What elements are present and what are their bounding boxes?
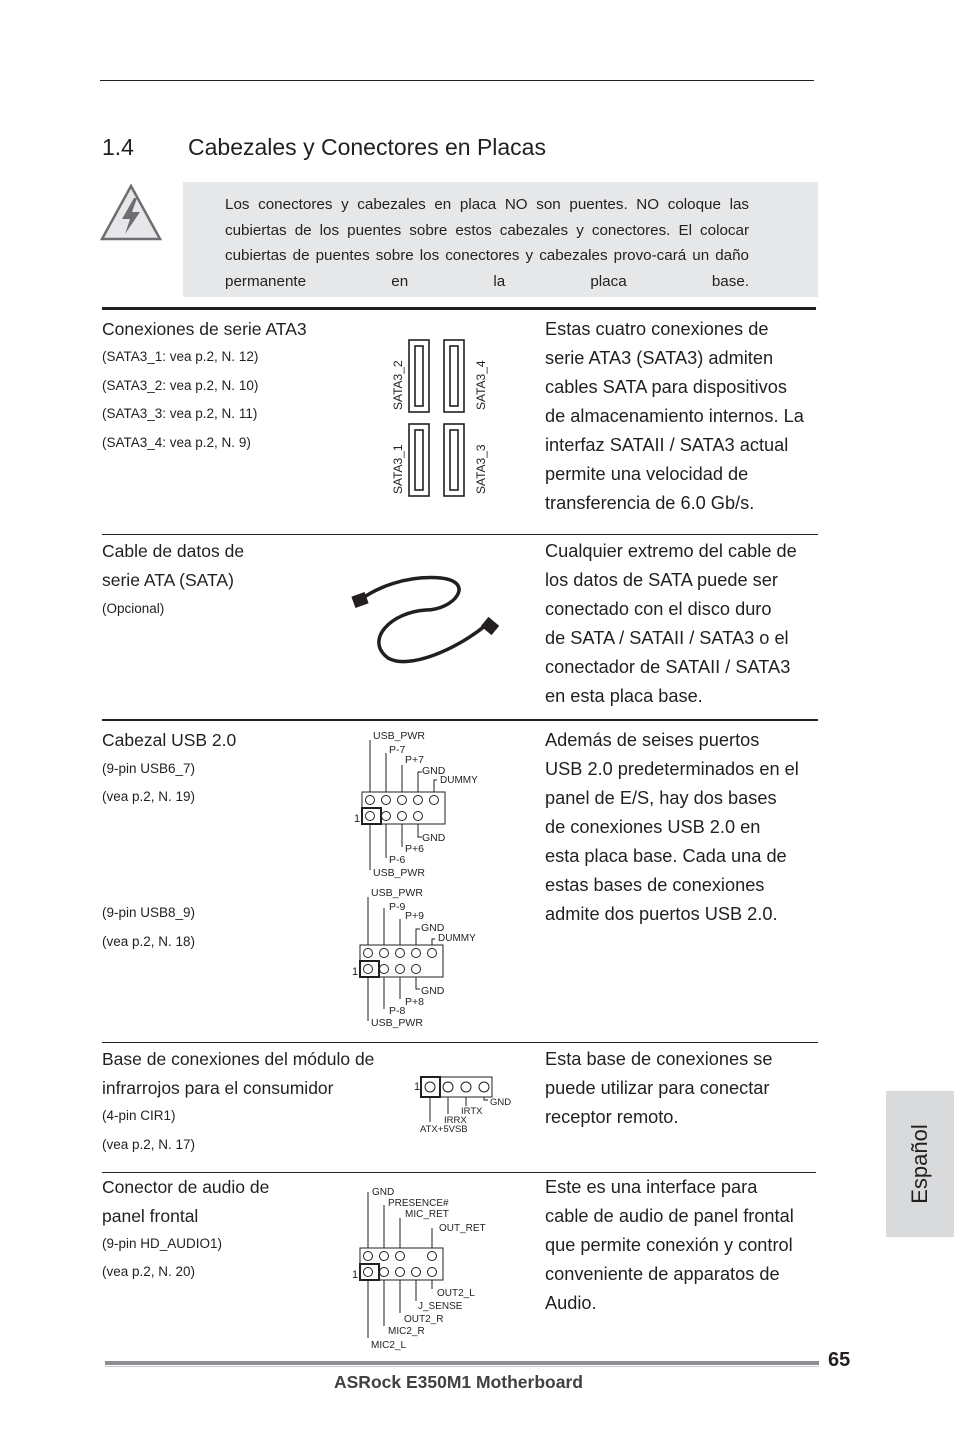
- usb-header-diagram-2: [348, 884, 498, 1034]
- sata3-description: Estas cuatro conexiones de serie ATA3 (SATA3) admiten cables SATA para dispositivos de almacenamiento internos. La interfaz SATAII / SATA3 actual permite una velocidad de transferencia de 6.0 Gb/s.: [545, 319, 804, 513]
- pin-mic2-l: MIC2_L: [371, 1340, 407, 1351]
- sata3-label-1: SATA3_1: [391, 444, 405, 494]
- footer-title: ASRock E350M1 Motherboard: [334, 1372, 583, 1392]
- usb-ref-2b: (vea p.2, N. 18): [102, 934, 196, 949]
- cir-header-diagram: [410, 1072, 520, 1138]
- pin-p-plus-2: P+6: [405, 843, 424, 855]
- section-title: Cabezales y Conectores en Placas: [188, 134, 546, 160]
- footer-rule-shadow: [105, 1366, 819, 1367]
- pin-gnd: GND: [372, 1187, 395, 1198]
- audio-ref-1: (9-pin HD_AUDIO1): [102, 1236, 223, 1251]
- pin-p-plus-2: P+8: [405, 996, 424, 1008]
- sata3-ref-1: (SATA3_1: vea p.2, N. 12): [102, 349, 259, 364]
- pin-1-marker: 1: [414, 1081, 421, 1093]
- usb-header-diagram-1: [350, 727, 500, 882]
- footer-rule: [105, 1361, 819, 1365]
- pin-presence: PRESENCE#: [388, 1198, 449, 1209]
- divider: [102, 1042, 818, 1043]
- usb-title: Cabezal USB 2.0: [102, 730, 237, 750]
- pin-gnd: GND: [490, 1097, 512, 1108]
- usb-description: Además de seises puertos USB 2.0 predeterminados en el panel de E/S, hay dos bases de conexiones USB 2.0 en esta placa base. Cada una de estas bases de conexiones admite dos puertos USB 2.0.: [545, 730, 799, 924]
- pin-dummy: DUMMY: [440, 775, 478, 786]
- pin-gnd-2: GND: [421, 985, 445, 997]
- pin-p-minus: P-7: [389, 744, 406, 756]
- cir-ref-2: (vea p.2, N. 17): [102, 1137, 196, 1152]
- top-rule: [100, 80, 814, 81]
- sata3-ref-4: (SATA3_4: vea p.2, N. 9): [102, 435, 251, 450]
- cir-title: Base de conexiones del módulo de infrarrojos para el consumidor: [102, 1049, 375, 1098]
- pin-gnd: GND: [421, 922, 445, 934]
- audio-header-diagram: [348, 1183, 498, 1353]
- usb-ref-2a: (9-pin USB8_9): [102, 905, 196, 920]
- pin-out2-r: OUT2_R: [404, 1314, 444, 1325]
- sata-cable-title: Cable de datos de serie ATA (SATA): [102, 541, 245, 590]
- audio-ref-2: (vea p.2, N. 20): [102, 1264, 196, 1279]
- pin-gnd-2: GND: [422, 832, 446, 844]
- sata-cable-image: [346, 570, 511, 670]
- audio-title: Conector de audio de panel frontal: [102, 1177, 270, 1226]
- pin-p-minus-2: P-6: [389, 854, 406, 866]
- sata-cable-description: Cualquier extremo del cable de los datos de SATA puede ser conectado con el disco duro de SATA / SATAII / SATA3 o el conectador de SATAII / SATA3 en esta placa base.: [545, 541, 797, 706]
- cir-description: Esta base de conexiones se puede utilizar para conectar receptor remoto.: [545, 1049, 773, 1127]
- pin-usb-pwr-2: USB_PWR: [373, 867, 425, 879]
- pin-out2-l: OUT2_L: [437, 1288, 475, 1299]
- pin-irrx: IRRX: [444, 1115, 467, 1126]
- pin-p-minus: P-9: [389, 901, 406, 913]
- usb-ref-1b: (vea p.2, N. 19): [102, 789, 196, 804]
- sata-cable-note: (Opcional): [102, 601, 165, 616]
- page-number: 65: [828, 1349, 851, 1371]
- pin-1-marker: 1: [354, 813, 361, 825]
- warning-text: Los conectores y cabezales en placa NO son puentes. NO coloque las cubiertas de los puentes sobre estos cabezales y conectores. El colocar cubiertas de puentes sobre los conectores y cabezales provo-cará un daño permanente en la placa base.: [225, 196, 749, 290]
- pin-1-marker: 1: [352, 966, 359, 978]
- pin-p-minus-2: P-8: [389, 1005, 406, 1017]
- sata3-label-3: SATA3_3: [474, 444, 488, 494]
- pin-out-ret: OUT_RET: [439, 1223, 486, 1234]
- sata3-title: Conexiones de serie ATA3: [102, 319, 307, 339]
- pin-j-sense: J_SENSE: [418, 1301, 463, 1312]
- language-tab-label: Español: [907, 1124, 933, 1204]
- sata3-ref-3: (SATA3_3: vea p.2, N. 11): [102, 406, 258, 421]
- divider: [102, 719, 818, 721]
- section-number: 1.4: [102, 134, 134, 160]
- pin-usb-pwr: USB_PWR: [371, 887, 423, 899]
- pin-p-plus: P+9: [405, 910, 424, 922]
- warning-icon: [100, 184, 162, 242]
- pin-usb-pwr: USB_PWR: [373, 730, 425, 742]
- audio-description: Este es una interface para cable de audio de panel frontal que permite conexión y control conveniente de apparatos de Audio.: [545, 1177, 794, 1313]
- sata3-label-2: SATA3_2: [391, 360, 405, 410]
- pin-atx-5vsb: ATX+5VSB: [420, 1124, 468, 1135]
- usb-ref-1a: (9-pin USB6_7): [102, 761, 196, 776]
- sata3-connectors-diagram: [385, 338, 495, 498]
- pin-gnd: GND: [422, 765, 446, 777]
- pin-usb-pwr-2: USB_PWR: [371, 1017, 423, 1029]
- sata3-label-4: SATA3_4: [474, 360, 488, 410]
- pin-p-plus: P+7: [405, 754, 424, 766]
- divider: [102, 534, 818, 535]
- cir-ref-1: (4-pin CIR1): [102, 1108, 176, 1123]
- pin-mic2-r: MIC2_R: [388, 1326, 425, 1337]
- pin-irtx: IRTX: [461, 1106, 483, 1117]
- pin-1-marker: 1: [352, 1269, 359, 1281]
- sata3-ref-2: (SATA3_2: vea p.2, N. 10): [102, 378, 259, 393]
- pin-dummy: DUMMY: [438, 933, 476, 944]
- section-rule: [102, 307, 816, 310]
- pin-mic-ret: MIC_RET: [405, 1209, 449, 1220]
